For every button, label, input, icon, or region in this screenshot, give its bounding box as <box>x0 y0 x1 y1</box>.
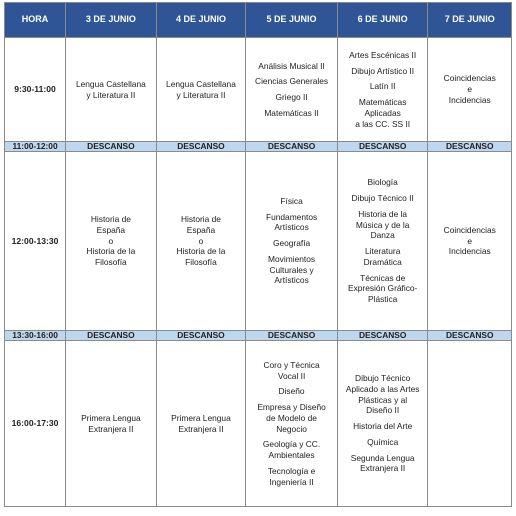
exam-cell <box>337 341 428 507</box>
break-label: DESCANSO <box>428 142 512 152</box>
exam-cell: Historia de España o Historia de la Filosofía <box>66 152 157 331</box>
break-label: DESCANSO <box>156 331 246 341</box>
header-hora: HORA <box>5 3 66 38</box>
slot-row-1 <box>5 38 512 142</box>
break-label: DESCANSO <box>246 331 338 341</box>
exam-cell: Coincidencias e Incidencias <box>428 38 512 142</box>
header-day-7: 7 DE JUNIO <box>428 3 512 38</box>
subject: Química <box>367 436 399 447</box>
subject: Matemáticas Aplicadas a las CC. SS II <box>355 97 411 129</box>
break-time: 11:00-12:00 <box>5 142 66 152</box>
header-day-6: 6 DE JUNIO <box>337 3 428 38</box>
subject: Análisis Musical II <box>258 60 325 71</box>
subject: Fundamentos Artísticos <box>265 211 318 233</box>
exam-cell: Historia de España o Historia de la Filosofía <box>156 152 246 331</box>
time-cell: 12:00-13:30 <box>5 152 66 331</box>
subject: Geografía <box>272 238 311 249</box>
exam-cell <box>428 341 512 507</box>
subject: Empresa y Diseño de Modelo de Negocio <box>257 402 326 434</box>
subject: Segunda Lengua Extranjera II <box>350 452 415 474</box>
exam-cell: Coincidencias e Incidencias <box>428 152 512 331</box>
subject: Latín II <box>369 81 396 92</box>
break-label: DESCANSO <box>337 331 428 341</box>
header-day-5: 5 DE JUNIO <box>246 3 338 38</box>
subject: Historia del Arte <box>353 421 413 431</box>
subject: Dibujo Técnico II <box>351 193 414 203</box>
subject: Diseño <box>278 386 305 397</box>
time-cell: 16:00-17:30 <box>5 341 66 507</box>
subject: Técnicas de Expresión Gráfico- Plástica <box>347 272 418 304</box>
exam-schedule <box>4 2 512 507</box>
break-row-1 <box>5 142 512 152</box>
exam-cell: Lengua Castellana y Literatura II <box>156 38 246 142</box>
exam-cell: Primera Lengua Extranjera II <box>156 341 246 507</box>
break-label: DESCANSO <box>66 331 157 341</box>
slot-row-2 <box>5 152 512 331</box>
time-cell: 9:30-11:00 <box>5 38 66 142</box>
subject: Coro y Técnica Vocal II <box>263 359 320 381</box>
subject: Ciencias Generales <box>255 76 329 87</box>
break-time: 13:30-16:00 <box>5 331 66 341</box>
exam-cell <box>337 38 428 142</box>
subject: Dibujo Artístico II <box>351 65 415 76</box>
subject: Artes Escénicas II <box>349 49 417 60</box>
break-label: DESCANSO <box>156 142 246 152</box>
exam-cell <box>337 152 428 331</box>
break-label: DESCANSO <box>428 331 512 341</box>
slot-row-3 <box>5 341 512 507</box>
subject: Historia de la Música y de la Danza <box>355 208 410 241</box>
exam-cell: Primera Lengua Extranjera II <box>66 341 157 507</box>
subject: Geología y CC. Ambientales <box>262 439 321 460</box>
schedule-table <box>4 2 512 507</box>
header-day-3: 3 DE JUNIO <box>66 3 157 38</box>
exam-cell: Lengua Castellana y Literatura II <box>66 38 157 142</box>
subject: Biología <box>367 177 398 188</box>
subject: Movimientos Culturales y Artísticos <box>268 253 316 286</box>
subject: Física <box>280 195 303 206</box>
exam-cell <box>246 341 338 507</box>
exam-cell <box>246 38 338 142</box>
subject: Matemáticas II <box>264 107 319 118</box>
break-label: DESCANSO <box>66 142 157 152</box>
subject: Tecnología e Ingeniería II <box>267 465 316 487</box>
break-row-2 <box>5 331 512 341</box>
subject: Dibujo Técnico Aplicado a las Artes Plásticas y al Diseño II <box>345 373 420 416</box>
subject: Literatura Dramática <box>363 246 402 267</box>
header-day-4: 4 DE JUNIO <box>156 3 246 38</box>
subject: Griego II <box>275 92 308 102</box>
header-row <box>5 3 512 38</box>
break-label: DESCANSO <box>246 142 338 152</box>
exam-cell <box>246 152 338 331</box>
break-label: DESCANSO <box>337 142 428 152</box>
